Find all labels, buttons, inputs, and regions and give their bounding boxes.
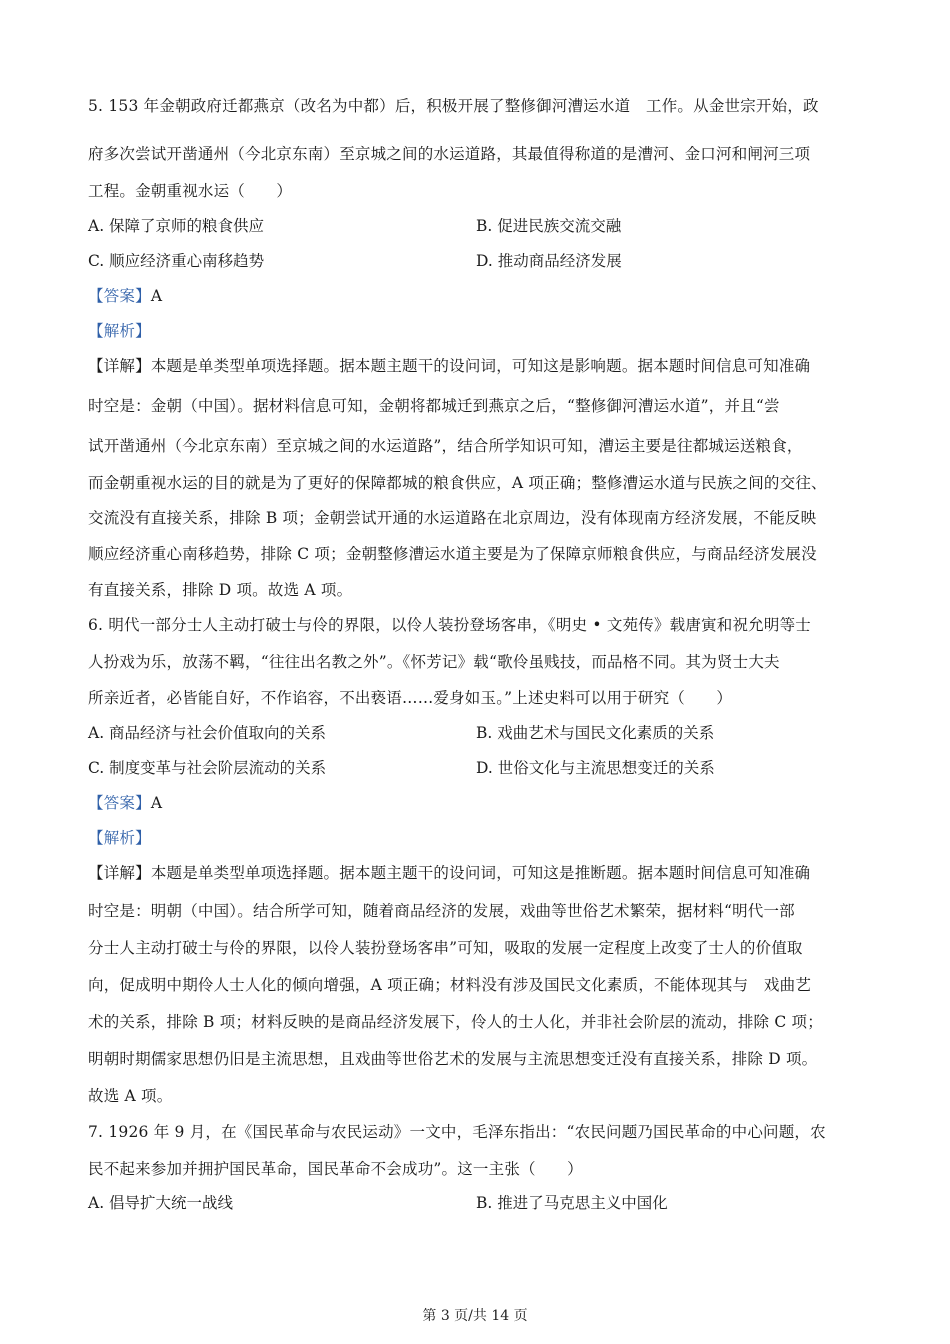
q6-option-d: D. 世俗文化与主流思想变迁的关系 — [476, 759, 715, 777]
q6-detail-line-7: 故选 A 项。 — [88, 1087, 173, 1105]
q5-stem-line-1: 5. 153 年金朝政府迁都燕京（改名为中都）后，积极开展了整修御河漕运水道 工作。从金世宗开始，政 — [88, 97, 819, 115]
answer-value: A — [150, 794, 163, 812]
q5-detail-line-7: 有直接关系，排除 D 项。故选 A 项。 — [88, 581, 353, 599]
detail-tag: 【详解】 — [88, 864, 151, 882]
detail-text: 本题是单类型单项选择题。据本题主题干的设问词，可知这是推断题。据本题时间信息可知准确 — [150, 864, 811, 882]
q6-option-c: C. 制度变革与社会阶层流动的关系 — [88, 759, 327, 777]
q6-stem-line-3: 所亲近者，必皆能自好，不作谄容，不出亵语……爱身如玉。”上述史料可以用于研究（ ） — [88, 689, 733, 707]
q6-stem-line-1: 6. 明代一部分士人主动打破士与伶的界限，以伶人装扮登场客串，《明史 • 文苑传》载唐寅和祝允明等士 — [88, 616, 811, 634]
q5-detail-line-1 — [88, 356, 810, 376]
q6-detail-line-1 — [88, 863, 810, 883]
detail-tag: 【详解】 — [88, 357, 151, 375]
q5-answer — [88, 286, 162, 306]
q5-option-a: A. 保障了京师的粮食供应 — [88, 217, 265, 235]
q6-answer — [88, 793, 162, 813]
q5-detail-line-4: 而金朝重视水运的目的就是为了更好的保障都城的粮食供应，A 项正确；整修漕运水道与民族之间的交往、 — [88, 474, 827, 492]
q7-stem-line-1: 7. 1926 年 9 月，在《国民革命与农民运动》一文中，毛泽东指出：“农民问题乃国民革命的中心问题，农 — [88, 1123, 826, 1141]
q6-detail-line-2: 时空是：明朝（中国）。结合所学可知，随着商品经济的发展，戏曲等世俗艺术繁荣，据材料“明代一部 — [88, 902, 795, 920]
q5-stem-line-2: 府多次尝试开凿通州（今北京东南）至京城之间的水运道路，其最值得称道的是漕河、金口河和闸河三项 — [88, 145, 811, 163]
answer-tag: 【答案】 — [88, 287, 151, 305]
q6-stem-line-2: 人扮戏为乐，放荡不羁，“往往出名教之外”。《怀芳记》载“歌伶虽贱技，而品格不同。其为贤士大夫 — [88, 653, 780, 671]
q5-analysis-tag: 【解析】 — [88, 322, 151, 340]
q7-option-b: B. 推进了马克思主义中国化 — [476, 1194, 668, 1212]
q7-stem-line-2: 民不起来参加并拥护国民革命，国民革命不会成功”。这一主张（ ） — [88, 1160, 583, 1178]
q5-detail-line-5: 交流没有直接关系，排除 B 项；金朝尝试开通的水运道路在北京周边，没有体现南方经济发展，不能反映 — [88, 509, 817, 527]
answer-tag: 【答案】 — [88, 794, 151, 812]
q5-detail-line-2: 时空是：金朝（中国）。据材料信息可知，金朝将都城迁到燕京之后，“整修御河漕运水道”，并且“尝 — [88, 397, 780, 415]
q6-detail-line-3: 分士人主动打破士与伶的界限，以伶人装扮登场客串”可知，吸取的发展一定程度上改变了士人的价值取 — [88, 939, 803, 957]
detail-text: 本题是单类型单项选择题。据本题主题干的设问词，可知这是影响题。据本题时间信息可知准确 — [150, 357, 811, 375]
answer-value: A — [150, 287, 163, 305]
q6-detail-line-5: 术的关系，排除 B 项；材料反映的是商品经济发展下，伶人的士人化，并非社会阶层的流动，排除 C 项； — [88, 1013, 823, 1031]
q7-option-a: A. 倡导扩大统一战线 — [88, 1194, 234, 1212]
q5-detail-line-3: 试开凿通州（今北京东南）至京城之间的水运道路”，结合所学知识可知，漕运主要是往都城运送粮食， — [88, 437, 803, 455]
q6-detail-line-4: 向，促成明中期伶人士人化的倾向增强，A 项正确；材料没有涉及国民文化素质，不能体现其与 戏曲艺 — [88, 976, 812, 994]
q5-stem-line-3: 工程。金朝重视水运（ ） — [88, 182, 293, 200]
q6-detail-line-6: 明朝时期儒家思想仍旧是主流思想，且戏曲等世俗艺术的发展与主流思想变迁没有直接关系，排除 D 项。 — [88, 1050, 818, 1068]
page-number: 第 3 页/共 14 页 — [422, 1308, 528, 1324]
q6-analysis-tag: 【解析】 — [88, 829, 151, 847]
q5-detail-line-6: 顺应经济重心南移趋势，排除 C 项；金朝整修漕运水道主要是为了保障京师粮食供应，与商品经济发展没 — [88, 545, 817, 563]
q5-option-b: B. 促进民族交流交融 — [476, 217, 622, 235]
q6-option-a: A. 商品经济与社会价值取向的关系 — [88, 724, 327, 742]
q5-option-c: C. 顺应经济重心南移趋势 — [88, 252, 265, 270]
q6-option-b: B. 戏曲艺术与国民文化素质的关系 — [476, 724, 715, 742]
q5-option-d: D. 推动商品经济发展 — [476, 252, 622, 270]
